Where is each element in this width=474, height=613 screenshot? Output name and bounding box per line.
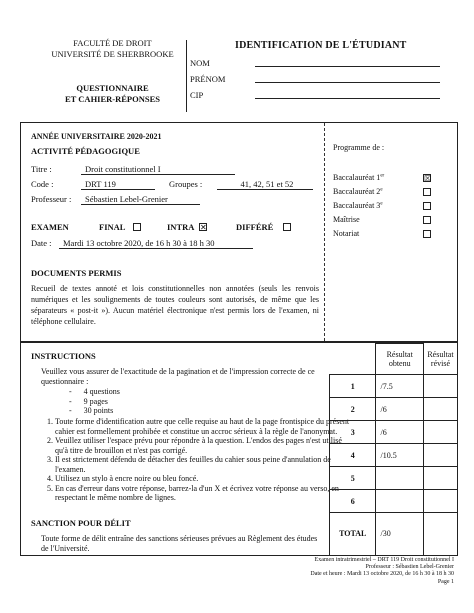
score-obtained bbox=[376, 467, 423, 490]
question-number: 6 bbox=[330, 490, 376, 513]
instruction-item: 3. Il est strictement défendu de détacher des feuilles du cahier sous peine d'annulation de l'examen. bbox=[55, 455, 353, 474]
instructions-intro: Veuillez vous assurer de l'exactitude de la pagination et de l'impression correcte de ce questionnaire : bbox=[41, 367, 315, 386]
box-divider bbox=[324, 123, 325, 341]
final-label: FINAL bbox=[99, 222, 126, 232]
groupes-label: Groupes : bbox=[169, 179, 203, 189]
table-row bbox=[330, 421, 458, 444]
bullet-text: 30 points bbox=[83, 406, 114, 415]
sanction-heading: SANCTION POUR DÉLIT bbox=[31, 518, 131, 528]
programme-item-label: Baccalauréat 1 bbox=[333, 173, 381, 182]
total-label: TOTAL bbox=[330, 513, 376, 555]
question-number: 2 bbox=[330, 398, 376, 421]
bac3-checkbox[interactable] bbox=[423, 202, 431, 210]
programme-item-sup: er bbox=[380, 173, 385, 179]
code-label: Code : bbox=[31, 179, 54, 189]
date-label: Date : bbox=[31, 238, 52, 248]
score-revised[interactable] bbox=[423, 490, 457, 513]
footer-exam: Examen intratrimestriel – DRT 119 Droit constitutionnel I bbox=[314, 557, 454, 563]
programme-item-label: Baccalauréat 3 bbox=[333, 201, 381, 210]
page-footer bbox=[310, 557, 454, 586]
bullet-text: 9 pages bbox=[83, 396, 108, 406]
maitrise-checkbox[interactable] bbox=[423, 216, 431, 224]
bac2-checkbox[interactable] bbox=[423, 188, 431, 196]
intra-checkbox[interactable]: ✕ bbox=[200, 223, 207, 232]
activity-heading: ACTIVITÉ PÉDAGOGIQUE bbox=[31, 146, 140, 156]
score-revised[interactable] bbox=[423, 421, 457, 444]
question-number: 3 bbox=[330, 421, 376, 444]
score-obtained: /6 bbox=[376, 421, 423, 444]
differe-checkbox[interactable] bbox=[283, 223, 291, 231]
score-obtained: /6 bbox=[376, 398, 423, 421]
document-type bbox=[40, 83, 185, 105]
total-revised[interactable] bbox=[423, 513, 457, 555]
programme-item-bac2 bbox=[333, 187, 383, 196]
nom-field[interactable] bbox=[255, 66, 440, 67]
final-checkbox[interactable] bbox=[133, 223, 141, 231]
total-row bbox=[330, 513, 458, 555]
score-revised[interactable] bbox=[423, 467, 457, 490]
instructions-list bbox=[21, 417, 353, 503]
professeur-label: Professeur : bbox=[31, 194, 72, 204]
bullet-item: - 30 points bbox=[69, 406, 114, 415]
notariat-checkbox[interactable] bbox=[423, 230, 431, 238]
col-obtenu: Résultat obtenu bbox=[376, 344, 423, 375]
bac1-checkbox[interactable]: ☒ bbox=[424, 174, 432, 183]
score-obtained: /7.5 bbox=[376, 375, 423, 398]
id-title: IDENTIFICATION DE L'ÉTUDIANT bbox=[235, 40, 407, 51]
table-row bbox=[330, 467, 458, 490]
results-table bbox=[329, 343, 457, 555]
professeur-value: Sébastien Lebel-Grenier bbox=[81, 194, 200, 205]
score-obtained: /10.5 bbox=[376, 444, 423, 467]
table-row bbox=[330, 398, 458, 421]
intra-label: INTRA bbox=[167, 222, 195, 232]
footer-date: Date et heure : Mardi 13 octobre 2020, de 16 h 30 à 18 h 30 bbox=[310, 571, 454, 578]
score-revised[interactable] bbox=[423, 375, 457, 398]
bullet-item: - 9 pages bbox=[69, 396, 108, 406]
documents-text: Recueil de textes annoté et lois constitutionnelles non annotées (seuls les renvois numériques et les soulignements de toutes couleurs sont autorisés, de même que les séparateurs « post-it »). Aucun matériel électronique n'est permis lors de l'examen, ni téléphone cellulaire. bbox=[31, 284, 319, 326]
score-revised[interactable] bbox=[423, 398, 457, 421]
programme-item-bac1 bbox=[333, 173, 384, 182]
header-divider bbox=[186, 40, 187, 112]
instruction-item: 1. Toute forme d'identification autre que celle requise au haut de la page frontispice du présent cahier est formellement prohibée et constitue un accroc sérieux à la règle de l'anonymat. bbox=[55, 417, 353, 436]
faculty-name: FACULTÉ DE DROIT bbox=[73, 38, 152, 48]
programme-item-maitrise: Maîtrise bbox=[333, 215, 360, 224]
score-revised[interactable] bbox=[423, 444, 457, 467]
prenom-field[interactable] bbox=[255, 82, 440, 83]
instruction-item: 2. Veuillez utiliser l'espace prévu pour répondre à la question. L'endos des pages n'est utilisé qu'à titre de brouillon et n'est pas corrigé. bbox=[55, 436, 353, 455]
instructions-heading: INSTRUCTIONS bbox=[31, 351, 96, 361]
code-value: DRT 119 bbox=[81, 179, 155, 190]
results-header-row bbox=[330, 344, 458, 375]
university-name: UNIVERSITÉ DE SHERBROOKE bbox=[51, 49, 174, 59]
programme-item-sup: e bbox=[380, 187, 383, 193]
question-number: 5 bbox=[330, 467, 376, 490]
nom-label: NOM bbox=[190, 58, 210, 68]
bullet-list bbox=[69, 387, 120, 416]
instruction-item: 5. En cas d'erreur dans votre réponse, barrez-la d'un X et écrivez votre réponse au verso, en respectant le même nombre de lignes. bbox=[55, 484, 353, 503]
examen-label: EXAMEN bbox=[31, 222, 69, 232]
instructions-box bbox=[20, 342, 458, 556]
col-revise: Résultat révisé bbox=[423, 344, 457, 375]
date-value: Mardi 13 octobre 2020, de 16 h 30 à 18 h 30 bbox=[59, 238, 253, 249]
programme-label: Programme de : bbox=[333, 143, 385, 152]
bullet-item: - 4 questions bbox=[69, 387, 120, 396]
table-row bbox=[330, 444, 458, 467]
cip-field[interactable] bbox=[255, 98, 440, 99]
sanction-text: Toute forme de délit entraîne des sanctions sérieuses prévues au Règlement des études de l'Université. bbox=[41, 534, 318, 553]
documents-heading: DOCUMENTS PERMIS bbox=[31, 268, 122, 278]
question-number: 4 bbox=[330, 444, 376, 467]
differe-label: DIFFÉRÉ bbox=[236, 222, 274, 232]
cip-label: CIP bbox=[190, 90, 204, 100]
score-obtained bbox=[376, 490, 423, 513]
question-number: 1 bbox=[330, 375, 376, 398]
groupes-value: 41, 42, 51 et 52 bbox=[217, 179, 313, 190]
titre-label: Titre : bbox=[31, 164, 52, 174]
footer-professor: Professeur : Sébastien Lebel-Grenier bbox=[365, 564, 454, 571]
prenom-label: PRÉNOM bbox=[190, 74, 226, 84]
results-header-empty bbox=[330, 344, 376, 375]
course-info-box bbox=[20, 122, 458, 342]
programme-item-sup: e bbox=[380, 201, 383, 207]
programme-item-bac3 bbox=[333, 201, 383, 210]
instruction-item: 4. Utilisez un stylo à encre noire ou bleu foncé. bbox=[55, 474, 353, 484]
programme-item-label: Baccalauréat 2 bbox=[333, 187, 381, 196]
bullet-text: 4 questions bbox=[83, 387, 120, 396]
page-number: Page 1 bbox=[437, 578, 454, 585]
total-score: /30 bbox=[376, 513, 423, 555]
titre-value: Droit constitutionnel I bbox=[81, 164, 235, 175]
academic-year: ANNÉE UNIVERSITAIRE 2020-2021 bbox=[31, 132, 162, 141]
faculty-block bbox=[40, 38, 185, 60]
table-row bbox=[330, 375, 458, 398]
programme-item-notariat: Notariat bbox=[333, 229, 360, 238]
doc-type-line2: ET CAHIER-RÉPONSES bbox=[64, 94, 161, 104]
doc-type-line1: QUESTIONNAIRE bbox=[76, 83, 149, 93]
table-row bbox=[330, 490, 458, 513]
